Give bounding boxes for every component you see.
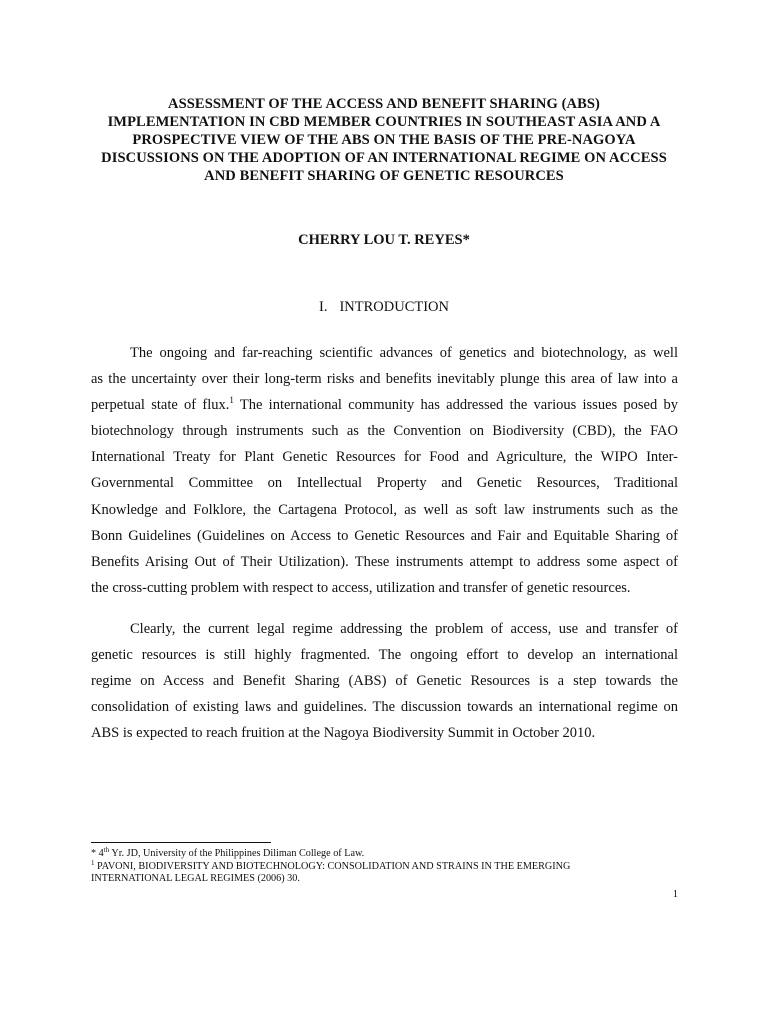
footnote-divider [91,842,271,843]
footnote-ordinal: th [103,846,110,854]
page-number: 1 [672,889,678,900]
text-line: biotechnology through instruments such as the Convention on Biodiversity (CBD), the FAO [91,423,678,440]
title-line: PROSPECTIVE VIEW OF THE ABS ON THE BASIS OF THE PRE-NAGOYA [132,132,636,148]
footnote-1-continued: INTERNATIONAL LEGAL REGIMES (2006) 30. [91,873,300,884]
text-line: Governmental Committee on Intellectual Property and Genetic Resources, Traditional [91,475,678,492]
footnote-mark: 1 [91,858,95,867]
text-line: as the uncertainty over their long-term risks and benefits inevitably plunge this area of law into a [91,371,678,388]
paragraph-introduction-2 [91,616,678,746]
text-line: Knowledge and Folklore, the Cartagena Protocol, as well as soft law instruments such as the [91,501,678,518]
paragraph-introduction-1 [91,340,678,601]
text-line: regime on Access and Benefit Sharing (ABS) of Genetic Resources is a step towards the [91,673,678,690]
text-line: the cross-cutting problem with respect to access, utilization and transfer of genetic resources. [91,579,631,596]
text-line: International Treaty for Plant Genetic Resources for Food and Agriculture, the WIPO Inter- [91,449,678,466]
footnote-reference-1[interactable]: 1 [229,395,234,406]
title-line: ASSESSMENT OF THE ACCESS AND BENEFIT SHARING (ABS) [168,96,600,112]
author-name: CHERRY LOU T. REYES* [298,232,470,248]
text-line: genetic resources is still highly fragmented. The ongoing effort to develop an international [91,647,678,664]
text-line: Benefits Arising Out of Their Utilization). These instruments attempt to address some aspect of [91,553,678,570]
section-heading [0,299,768,316]
footnote-text: PAVONI, BIODIVERSITY AND BIOTECHNOLOGY: CONSOLIDATION AND STRAINS IN THE EMERGING [94,860,571,872]
footnote-1 [91,858,691,874]
section-number: I. [318,299,328,315]
text-fragment: perpetual state of flux. [91,397,230,414]
section-title: INTRODUCTION [339,299,449,315]
footnote-text: Yr. JD, University of the Philippines Diliman College of Law. [109,848,365,859]
text-line: Bonn Guidelines (Guidelines on Access to Genetic Resources and Fair and Equitable Sharing of [91,527,678,544]
footnotes [91,848,691,886]
document-title [80,95,688,185]
text-fragment: The international community has addressed the various issues posed by [233,397,679,414]
footnote-author [91,848,691,861]
text-line [91,392,678,418]
text-line: Clearly, the current legal regime addressing the problem of access, use and transfer of [130,621,678,637]
title-line: DISCUSSIONS ON THE ADOPTION OF AN INTERNATIONAL REGIME ON ACCESS [101,150,667,166]
title-line: AND BENEFIT SHARING OF GENETIC RESOURCES [204,168,564,184]
text-line: ABS is expected to reach fruition at the Nagoya Biodiversity Summit in October 2010. [91,725,596,742]
title-line: IMPLEMENTATION IN CBD MEMBER COUNTRIES IN SOUTHEAST ASIA AND A [107,114,661,130]
text-line: consolidation of existing laws and guidelines. The discussion towards an international regime on [91,699,678,716]
footnote-mark: * 4 [91,848,104,859]
text-line: The ongoing and far-reaching scientific advances of genetics and biotechnology, as well [130,345,678,361]
